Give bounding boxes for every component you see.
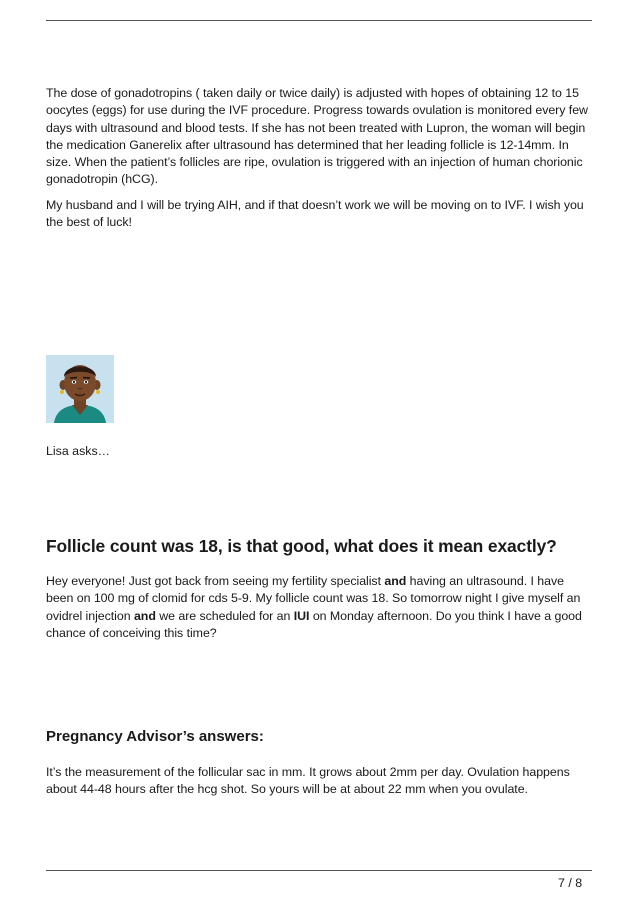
page-number: 7 / 8 — [558, 876, 583, 890]
bold-text: and — [133, 608, 156, 623]
question-text: Hey everyone! Just got back from seeing my fertility specialist — [46, 574, 385, 588]
top-rule — [46, 20, 592, 21]
avatar-image — [46, 355, 114, 423]
question-body — [46, 573, 594, 642]
question-text: on Monday afternoon. Do you think I have a good chance of conceiving this time? — [46, 608, 582, 640]
bottom-rule — [46, 870, 592, 871]
bold-text: IUI — [293, 608, 310, 623]
question-text: we are scheduled for an — [155, 608, 294, 623]
answer-body: It’s the measurement of the follicular sac in mm. It grows about 2mm per day. Ovulation happens about 44-48 hours after the hcg shot. So yours will be at about 22 mm when you ovulate. — [46, 765, 570, 797]
asker-label: Lisa asks… — [46, 444, 111, 458]
answers-heading: Pregnancy Advisor’s answers: — [46, 728, 264, 745]
paragraph-gonadotropins: The dose of gonadotropins ( taken daily or twice daily) is adjusted with hopes of obtaining 12 to 15 oocytes (eggs) for use during the IVF procedure. Progress towards ovulation is monitored every few days with ultrasound and blood tests. If she has not been treated with Lupron, the woman will begin the medication Ganerelix after ultrasound has determined that her leading follicle is 12-14mm. In size. When the patient’s follicles are ripe, ovulation is triggered with an injection of human chorionic gonadotropin (hCG). — [46, 86, 588, 187]
question-text: having an ultrasound. I have been on 100 mg of clomid for cds 5-9. My follicle count was 18. So tomorrow night I give myself an ovidrel injection — [46, 574, 581, 623]
bold-text: and — [384, 574, 407, 588]
avatar — [46, 355, 114, 423]
question-heading: Follicle count was 18, is that good, what does it mean exactly? — [46, 536, 557, 556]
paragraph-aih: My husband and I will be trying AIH, and if that doesn’t work we will be moving on to IVF. I wish you the best of luck! — [46, 198, 584, 230]
